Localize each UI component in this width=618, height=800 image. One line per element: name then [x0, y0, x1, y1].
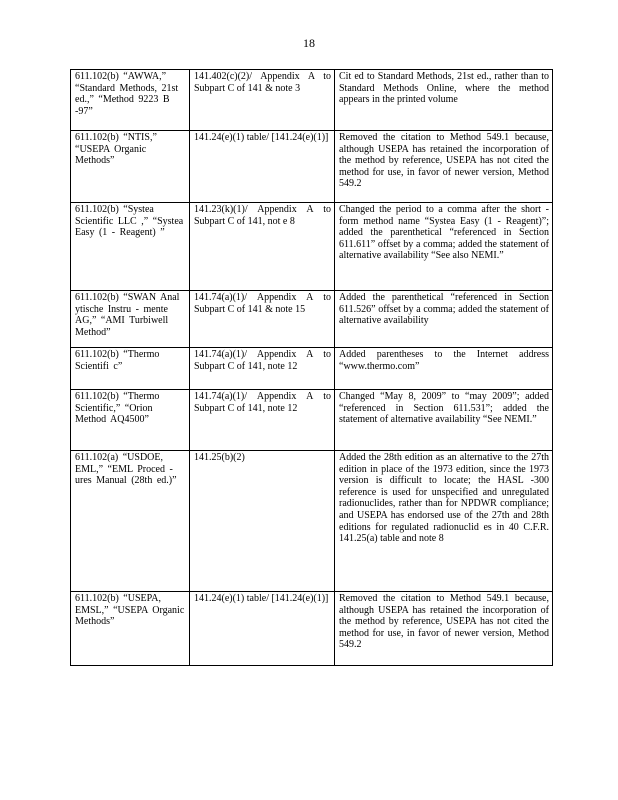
section-cell: 611.102(b) “SWAN Anal ytische Instru - mente AG,” “AMI Turbiwell Method” [71, 291, 190, 348]
change-cell: Added the parenthetical “referenced in Section 611.526” offset by a comma; added the statement of alternative availability [335, 291, 553, 348]
section-cell: 611.102(b) “NTIS,” “USEPA Organic Methods” [71, 131, 190, 203]
table-row [71, 131, 553, 203]
section-cell: 611.102(b) “USEPA, EMSL,” “USEPA Organic Methods” [71, 592, 190, 666]
source-cell: 141.25(b)(2) [190, 451, 335, 592]
table-row [71, 203, 553, 291]
source-cell: 141.24(e)(1) table/ [141.24(e)(1)] [190, 131, 335, 203]
section-cell: 611.102(a) “USDOE, EML,” “EML Proced - ures Manual (28th ed.)” [71, 451, 190, 592]
change-cell: Removed the citation to Method 549.1 because, although USEPA has retained the incorporation of the method by reference, USEPA has not cited the method for use, in favor of newer version, Method 549.2 [335, 131, 553, 203]
section-cell: 611.102(b) “Systea Scientific LLC ,” “Systea Easy (1 - Reagent) ” [71, 203, 190, 291]
source-cell: 141.23(k)(1)/ Appendix A to Subpart C of 141, not e 8 [190, 203, 335, 291]
page-number: 18 [303, 36, 315, 50]
change-cell: Changed the period to a comma after the short -form method name “Systea Easy (1 - Reagent)”; added the parenthetical “referenced in Section 611.611” offset by a comma; added the statement of alternative availability “See also NEMI.” [335, 203, 553, 291]
amendments-table [70, 69, 553, 666]
table-row [71, 451, 553, 592]
source-cell: 141.74(a)(1)/ Appendix A to Subpart C of 141, note 12 [190, 390, 335, 451]
change-cell: Changed “May 8, 2009” to “may 2009”; added “referenced in Section 611.531”; added the statement of alternative availability “See NEMI.” [335, 390, 553, 451]
section-cell: 611.102(b) “AWWA,” “Standard Methods, 21st ed.,” “Method 9223 B -97” [71, 70, 190, 131]
section-cell: 611.102(b) “Thermo Scientific,” “Orion Method AQ4500” [71, 390, 190, 451]
source-cell: 141.24(e)(1) table/ [141.24(e)(1)] [190, 592, 335, 666]
change-cell: Removed the citation to Method 549.1 because, although USEPA has retained the incorporation of the method by reference, USEPA has not cited the method for use, in favor of newer version, Method 549.2 [335, 592, 553, 666]
section-cell: 611.102(b) “Thermo Scientifi c” [71, 348, 190, 390]
source-cell: 141.74(a)(1)/ Appendix A to Subpart C of 141 & note 15 [190, 291, 335, 348]
source-cell: 141.402(c)(2)/ Appendix A to Subpart C of 141 & note 3 [190, 70, 335, 131]
change-cell: Added parentheses to the Internet address “www.thermo.com” [335, 348, 553, 390]
table-row [71, 70, 553, 131]
table-row [71, 592, 553, 666]
table-row [71, 390, 553, 451]
table-row [71, 291, 553, 348]
table-row [71, 348, 553, 390]
change-cell: Cit ed to Standard Methods, 21st ed., rather than to Standard Methods Online, where the method appears in the printed volume [335, 70, 553, 131]
change-cell: Added the 28th edition as an alternative to the 27th edition in place of the 1973 edition, since the 1973 version is difficult to locate; the HASL -300 reference is used for unspecified and unregulated radionuclides, rather than for NPDWR compliance; and USEPA has endorsed use of the 27th and 28th editions for regulated radionuclid es in 40 C.F.R. 141.25(a) table and note 8 [335, 451, 553, 592]
source-cell: 141.74(a)(1)/ Appendix A to Subpart C of 141, note 12 [190, 348, 335, 390]
